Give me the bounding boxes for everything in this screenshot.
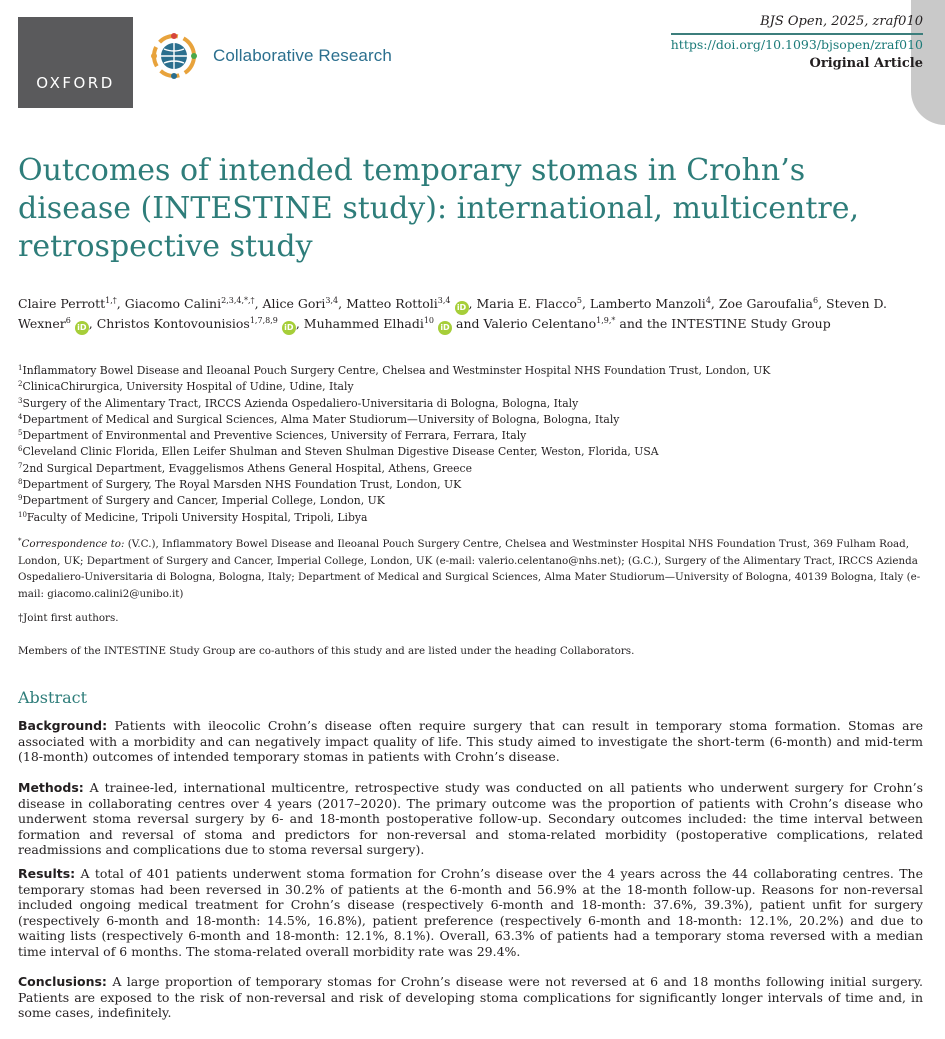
- results-label: Results:: [18, 866, 76, 881]
- background-label: Background:: [18, 718, 108, 733]
- collaborative-research-logo: [150, 30, 392, 82]
- globe-network-icon: [150, 32, 198, 80]
- conclusions-label: Conclusions:: [18, 974, 107, 989]
- correspondence-note: [18, 536, 923, 602]
- affiliation-list: [18, 363, 918, 526]
- affiliation-item: $^4$Department of Medical and Surgical Sciences, Alma Mater Studiorum—University of Bologna, Bologna, Italy: [18, 412, 620, 426]
- author-affiliation-marker: 6: [65, 316, 71, 325]
- author-affiliation-marker: 10: [423, 316, 435, 325]
- affiliation-item: $^{10}$Faculty of Medicine, Tripoli University Hospital, Tripoli, Libya: [18, 510, 368, 524]
- affiliation-item: $^5$Department of Environmental and Preventive Sciences, University of Ferrara, Ferrara, Italy: [18, 429, 527, 443]
- author-affiliation-marker: 1,9,*: [596, 316, 616, 325]
- journal-citation: BJS Open, 2025, zraf010: [760, 14, 923, 29]
- affiliation-item: $^6$Cleveland Clinic Florida, Ellen Leifer Shulman and Steven Shulman Digestive Disease Center, Weston, Florida, USA: [18, 445, 659, 459]
- author-affiliation-marker: 1,†: [105, 296, 117, 305]
- abstract-methods: [18, 780, 923, 858]
- author-affiliation-marker: 3,4: [325, 296, 339, 305]
- abstract-conclusions: [18, 974, 923, 1021]
- orcid-icon[interactable]: iD: [75, 321, 89, 335]
- oxford-logo-text: OXFORD: [36, 74, 115, 92]
- author-affiliation-marker: 1,7,8,9: [249, 316, 278, 325]
- affiliation-item: $^2$ClinicaChirurgica, University Hospital of Udine, Udine, Italy: [18, 380, 354, 394]
- correspondence-marker: *: [18, 537, 22, 545]
- author-affiliation-marker: 2,3,4,*,†: [221, 296, 255, 305]
- abstract-background: [18, 718, 923, 765]
- affiliation-item: $^9$Department of Surgery and Cancer, Imperial College, London, UK: [18, 494, 385, 508]
- author-affiliation-marker: 6: [812, 296, 819, 305]
- author-name[interactable]: Christos Kontovounisios: [96, 316, 250, 331]
- author-name[interactable]: Matteo Rottoli: [346, 296, 438, 311]
- correspondence-label: Correspondence to:: [21, 538, 125, 550]
- author-name[interactable]: Zoe Garoufalia: [718, 296, 813, 311]
- author-name[interactable]: Lamberto Manzoli: [589, 296, 706, 311]
- author-name[interactable]: Claire Perrott: [18, 296, 106, 311]
- author-name[interactable]: Steven D. Wexner: [18, 296, 888, 331]
- author-affiliation-marker: 5: [576, 296, 582, 305]
- conclusions-text: A large proportion of temporary stomas for Crohn’s disease were not reversed at 6 and 18 months following initial surgery. Patients are exposed to the risk of non-reversal and risk of developing stoma complications for significantly longer intervals of time and, in some cases, indefinitely.: [18, 974, 923, 1021]
- author-list: Claire Perrott$^{1,\dagger}$, Giacomo Calini$^{2,3,4,*,\dagger}$, Alice Gori$^{3,4}$, Matteo Rottoli$^{3,4}$ iD , Maria E. Flacco$^5$, Lamberto Manzoli$^4$, Zoe Garoufalia$^6$, Steven D. Wexner$^6$ iD , Christos Kontovounisios$^{1,7,8,9}$ iD , Muhammed Elhadi$^{10}$ iD and Valerio Celentano$^{1,9,*}$ and the INTESTINE Study Group: [18, 295, 918, 335]
- study-group-note: Members of the INTESTINE Study Group are co-authors of this study and are listed under the heading Collaborators.: [18, 645, 635, 657]
- journal-info: [671, 14, 923, 71]
- oxford-logo: [18, 17, 133, 108]
- affiliation-item: $^3$Surgery of the Alimentary Tract, IRCCS Azienda Ospedaliero-Universitaria di Bologna, Bologna, Italy: [18, 396, 579, 410]
- author-affiliation-marker: 3,4: [437, 296, 451, 305]
- author-name[interactable]: Giacomo Calini: [124, 296, 222, 311]
- doi-link[interactable]: https://doi.org/10.1093/bjsopen/zraf010: [671, 33, 923, 52]
- results-text: A total of 401 patients underwent stoma formation for Crohn’s disease over the 4 years across the 44 collaborating centres. The temporary stomas had been reversed in 30.2% of patients at the 6-month and 56.9% at the 18-month follow-up. Reasons for non-reversal included ongoing medical treatment for Crohn’s disease (respectively 6-month and 18-month: 37.6%, 39.3%), patient unfit for surgery (respectively 6-month and 18-month: 14.5%, 16.8%), patient preference (respectively 6-month and 18-month: 12.1%, 20.2%) and due to waiting lists (respectively 6-month and 18-month: 12.1%, 8.1%). Overall, 63.3% of patients had a temporary stoma reversed with a median time interval of 6 months. The stoma-related overall morbidity rate was 29.4%.: [18, 866, 923, 959]
- author-name[interactable]: Alice Gori: [262, 296, 326, 311]
- methods-text: A trainee-led, international multicentre, retrospective study was conducted on all patients who underwent surgery for Crohn’s disease in collaborating centres over 4 years (2017–2020). The primary outcome was the proportion of patients with Crohn’s disease who underwent stoma reversal surgery by 6- and 18-month postoperative follow-up. Secondary outcomes included: the time interval between formation and reversal of stoma and predictors for non-reversal and stoma-related morbidity (postoperative complications, related readmissions and complications due to stoma reversal surgery).: [18, 780, 923, 858]
- correspondence-text: (V.C.), Inflammatory Bowel Disease and Ileoanal Pouch Surgery Centre, Chelsea and Westminster Hospital NHS Foundation Trust, 369 Fulham Road, London, UK; Department of Surgery and Cancer, Imperial College, London, UK (e-mail: valerio.celentano@nhs.net); (G.C.), Surgery of the Alimentary Tract, IRCCS Azienda Ospedaliero-Universitaria di Bologna, Bologna, Italy; Department of Medical and Surgical Sciences, Alma Mater Studiorum—University of Bologna, 40139 Bologna, Italy (e-mail: giacomo.calini2@unibo.it): [18, 538, 921, 600]
- article-type: Original Article: [809, 56, 923, 71]
- orcid-icon[interactable]: iD: [282, 321, 296, 335]
- background-text: Patients with ileocolic Crohn’s disease often require surgery that can result in temporary stoma formation. Stomas are associated with a morbidity and can negatively impact quality of life. This study aimed to investigate the short-term (6-month) and mid-term (18-month) outcomes of intended temporary stomas in patients with Crohn’s disease.: [18, 718, 923, 765]
- author-affiliation-marker: 4: [705, 296, 711, 305]
- author-name[interactable]: Muhammed Elhadi: [303, 316, 424, 331]
- author-name[interactable]: Maria E. Flacco: [476, 296, 577, 311]
- joint-authors-note: †Joint first authors.: [18, 612, 119, 624]
- affiliation-item: $^8$Department of Surgery, The Royal Marsden NHS Foundation Trust, London, UK: [18, 478, 462, 492]
- affiliation-item: $^7$2nd Surgical Department, Evaggelismos Athens General Hospital, Athens, Greece: [18, 461, 472, 475]
- affiliation-item: $^1$Inflammatory Bowel Disease and Ileoanal Pouch Surgery Centre, Chelsea and Westminster Hospital NHS Foundation Trust, London, UK: [18, 364, 771, 377]
- methods-label: Methods:: [18, 780, 84, 795]
- collaborative-research-label: Collaborative Research: [213, 46, 392, 65]
- abstract-heading: Abstract: [18, 688, 88, 707]
- orcid-icon[interactable]: iD: [438, 321, 452, 335]
- orcid-icon[interactable]: iD: [455, 301, 469, 315]
- abstract-results: [18, 866, 923, 960]
- author-name[interactable]: Valerio Celentano: [483, 316, 597, 331]
- article-title: Outcomes of intended temporary stomas in Crohn’s disease (INTESTINE study): international, multicentre, retrospective study: [18, 153, 860, 264]
